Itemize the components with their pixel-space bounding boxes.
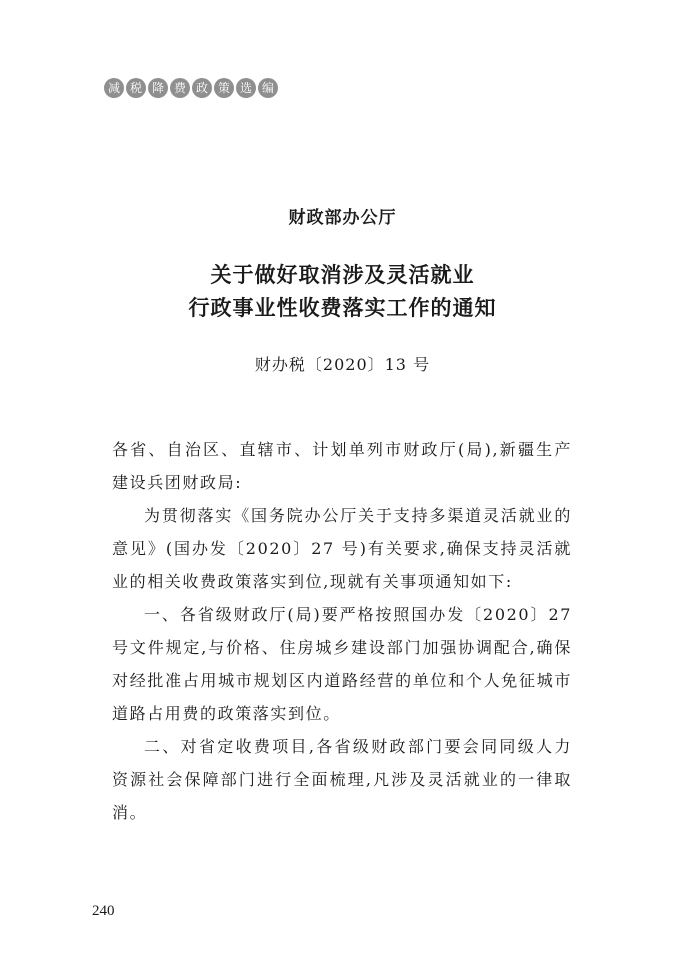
paragraph: 二、对省定收费项目,各省级财政部门要会同同级人力资源社会保障部门进行全面梳理,凡涉及灵活就业的一律取消。 [112,737,572,822]
document-title [0,258,685,324]
series-header [104,78,278,98]
series-char: 税 [126,78,146,98]
series-char: 费 [170,78,190,98]
series-char: 减 [104,78,124,98]
series-char: 策 [214,78,234,98]
salutation: 各省、自治区、直辖市、计划单列市财政厅(局),新疆生产建设兵团财政局: [112,440,572,492]
series-char: 降 [148,78,168,98]
series-char: 政 [192,78,212,98]
series-char: 选 [236,78,256,98]
paragraph: 为贯彻落实《国务院办公厅关于支持多渠道灵活就业的意见》(国办发〔2020〕27 号)有关要求,确保支持灵活就业的相关收费政策落实到位,现就有关事项通知如下: [112,506,572,591]
issuer: 财政部办公厅 [288,208,397,228]
document-number: 财办税〔2020〕13 号 [254,355,431,374]
title-line: 关于做好取消涉及灵活就业 [210,262,475,287]
title-line: 行政事业性收费落实工作的通知 [188,295,497,320]
page-number: 240 [92,903,115,919]
paragraph: 一、各省级财政厅(局)要严格按照国办发〔2020〕27号文件规定,与价格、住房城乡建设部门加强协调配合,确保对经批准占用城市规划区内道路经营的单位和个人免征城市道路占用费的政策落实到位。 [112,605,572,723]
series-char: 编 [258,78,278,98]
document-body [112,433,572,829]
